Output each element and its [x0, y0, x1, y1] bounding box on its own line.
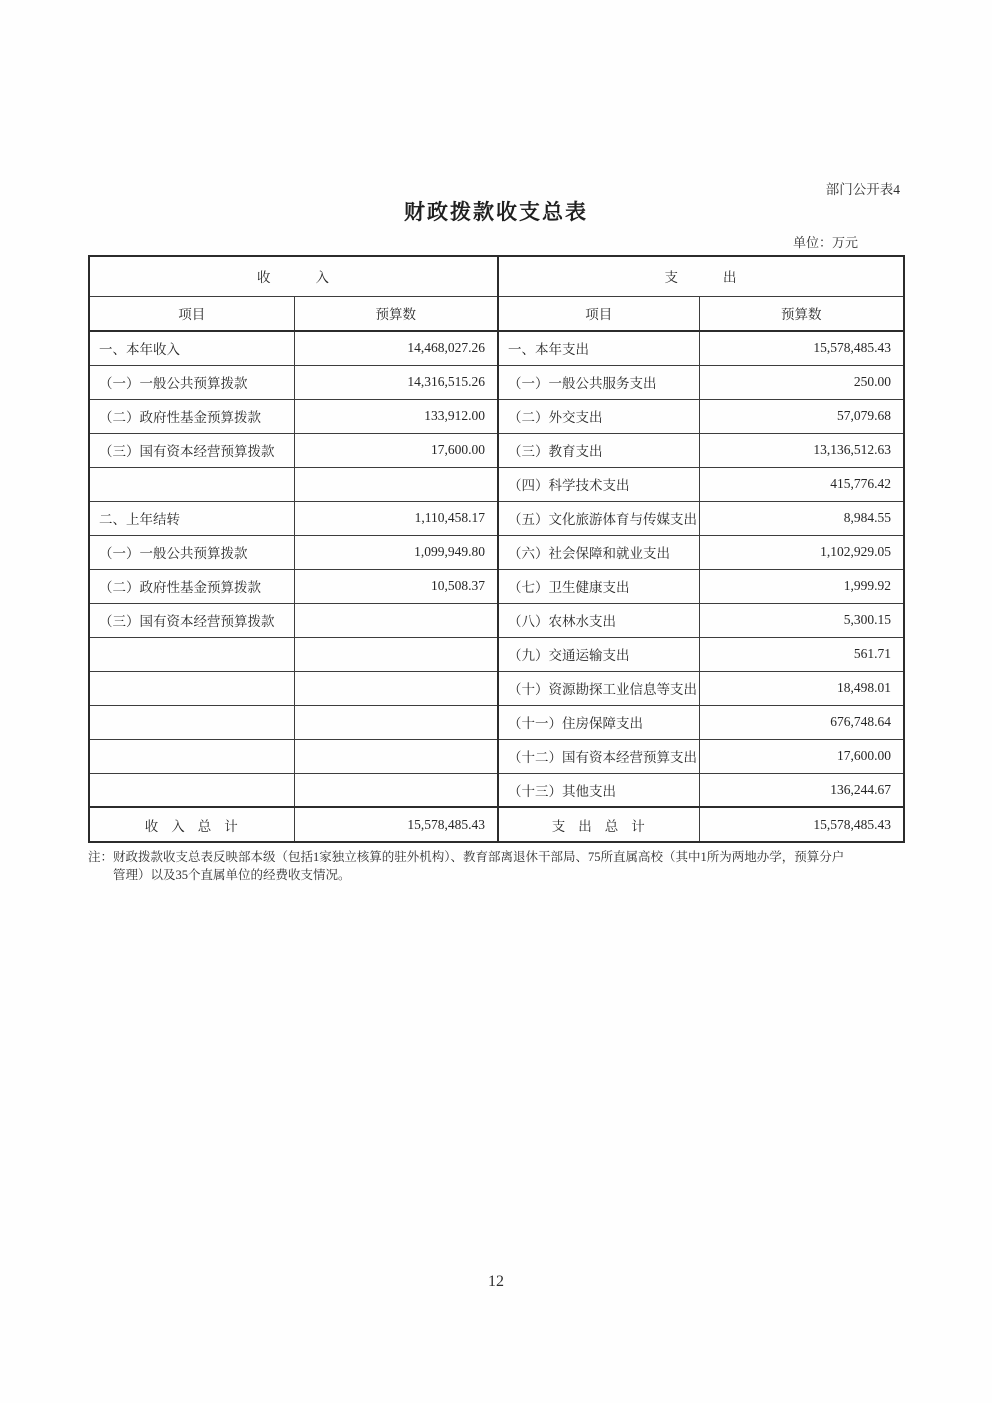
- income-value-cell: [294, 671, 498, 705]
- expense-item-cell: （八）农林水支出: [498, 603, 699, 637]
- expense-total-label: 支出总计: [498, 807, 699, 842]
- income-item-cell: [89, 773, 294, 807]
- page-number: 12: [488, 1273, 504, 1290]
- table-row: [89, 331, 904, 365]
- expense-item-cell: （五）文化旅游体育与传媒支出: [498, 501, 699, 535]
- total-row: [89, 807, 904, 842]
- income-item-cell: 二、上年结转: [89, 501, 294, 535]
- income-value-cell: 14,316,515.26: [294, 365, 498, 399]
- footnote: [88, 848, 908, 884]
- income-value-cell: 1,099,949.80: [294, 535, 498, 569]
- unit-label: 单位：万元: [792, 235, 858, 250]
- expense-value-cell: 250.00: [699, 365, 904, 399]
- income-value-cell: 1,110,458.17: [294, 501, 498, 535]
- income-item-cell: [89, 705, 294, 739]
- table-row: [89, 399, 904, 433]
- income-item-cell: [89, 671, 294, 705]
- income-total-label: 收入总计: [89, 807, 294, 842]
- table-row: [89, 467, 904, 501]
- footnote-label: 注：: [88, 850, 114, 864]
- table-row: [89, 501, 904, 535]
- expense-item-cell: （十三）其他支出: [498, 773, 699, 807]
- expense-item-cell: （十二）国有资本经营预算支出: [498, 739, 699, 773]
- footnote-line-1: 财政拨款收支总表反映部本级（包括1家独立核算的驻外机构）、教育部离退休干部局、75所直属高校（其中1所为两地办学，预算分户: [113, 850, 845, 864]
- table-row: [89, 739, 904, 773]
- income-value-cell: [294, 773, 498, 807]
- footnote-line-2: 管理）以及35个直属单位的经费收支情况。: [113, 868, 351, 882]
- income-value-cell: [294, 603, 498, 637]
- expense-value-cell: 1,102,929.05: [699, 535, 904, 569]
- income-item-cell: （三）国有资本经营预算拨款: [89, 433, 294, 467]
- table-row: [89, 603, 904, 637]
- income-item-cell: [89, 739, 294, 773]
- table-row: [89, 569, 904, 603]
- income-item-cell: 一、本年收入: [89, 331, 294, 365]
- income-item-header: 项目: [89, 296, 294, 331]
- income-item-cell: [89, 467, 294, 501]
- income-value-cell: 17,600.00: [294, 433, 498, 467]
- income-value-cell: [294, 637, 498, 671]
- income-item-cell: [89, 637, 294, 671]
- table-row: [89, 637, 904, 671]
- expense-budget-header: 预算数: [699, 296, 904, 331]
- page-title: 财政拨款收支总表: [404, 201, 588, 224]
- expense-item-header: 项目: [498, 296, 699, 331]
- income-item-cell: （二）政府性基金预算拨款: [89, 569, 294, 603]
- income-total-value: 15,578,485.43: [294, 807, 498, 842]
- income-budget-header: 预算数: [294, 296, 498, 331]
- expense-item-cell: （三）教育支出: [498, 433, 699, 467]
- income-value-cell: 14,468,027.26: [294, 331, 498, 365]
- income-item-cell: （三）国有资本经营预算拨款: [89, 603, 294, 637]
- table-row: [89, 671, 904, 705]
- expense-item-cell: （七）卫生健康支出: [498, 569, 699, 603]
- income-value-cell: 133,912.00: [294, 399, 498, 433]
- expense-value-cell: 15,578,485.43: [699, 331, 904, 365]
- table-row: [89, 705, 904, 739]
- income-value-cell: 10,508.37: [294, 569, 498, 603]
- income-item-cell: （二）政府性基金预算拨款: [89, 399, 294, 433]
- expense-item-cell: （四）科学技术支出: [498, 467, 699, 501]
- expense-value-cell: 136,244.67: [699, 773, 904, 807]
- income-value-cell: [294, 739, 498, 773]
- expense-value-cell: 8,984.55: [699, 501, 904, 535]
- expense-item-cell: （一）一般公共服务支出: [498, 365, 699, 399]
- income-section-header: 收入: [89, 256, 498, 296]
- expense-value-cell: 18,498.01: [699, 671, 904, 705]
- income-item-cell: （一）一般公共预算拨款: [89, 535, 294, 569]
- expense-value-cell: 5,300.15: [699, 603, 904, 637]
- expense-item-cell: （二）外交支出: [498, 399, 699, 433]
- income-value-cell: [294, 705, 498, 739]
- income-value-cell: [294, 467, 498, 501]
- expense-total-value: 15,578,485.43: [699, 807, 904, 842]
- income-item-cell: （一）一般公共预算拨款: [89, 365, 294, 399]
- table-body: [89, 331, 904, 807]
- expense-value-cell: 415,776.42: [699, 467, 904, 501]
- budget-table: [88, 255, 905, 843]
- section-header-row: [89, 256, 904, 296]
- table-row: [89, 535, 904, 569]
- expense-value-cell: 13,136,512.63: [699, 433, 904, 467]
- expense-item-cell: 一、本年支出: [498, 331, 699, 365]
- column-header-row: [89, 296, 904, 331]
- expense-value-cell: 17,600.00: [699, 739, 904, 773]
- expense-value-cell: 561.71: [699, 637, 904, 671]
- expense-item-cell: （六）社会保障和就业支出: [498, 535, 699, 569]
- doc-label: 部门公开表4: [825, 182, 900, 197]
- expense-value-cell: 1,999.92: [699, 569, 904, 603]
- expense-item-cell: （十）资源勘探工业信息等支出: [498, 671, 699, 705]
- expense-item-cell: （十一）住房保障支出: [498, 705, 699, 739]
- expense-section-header: 支出: [498, 256, 904, 296]
- expense-value-cell: 57,079.68: [699, 399, 904, 433]
- table-row: [89, 433, 904, 467]
- expense-value-cell: 676,748.64: [699, 705, 904, 739]
- table-row: [89, 365, 904, 399]
- table-row: [89, 773, 904, 807]
- footnote-text: [113, 848, 908, 884]
- expense-item-cell: （九）交通运输支出: [498, 637, 699, 671]
